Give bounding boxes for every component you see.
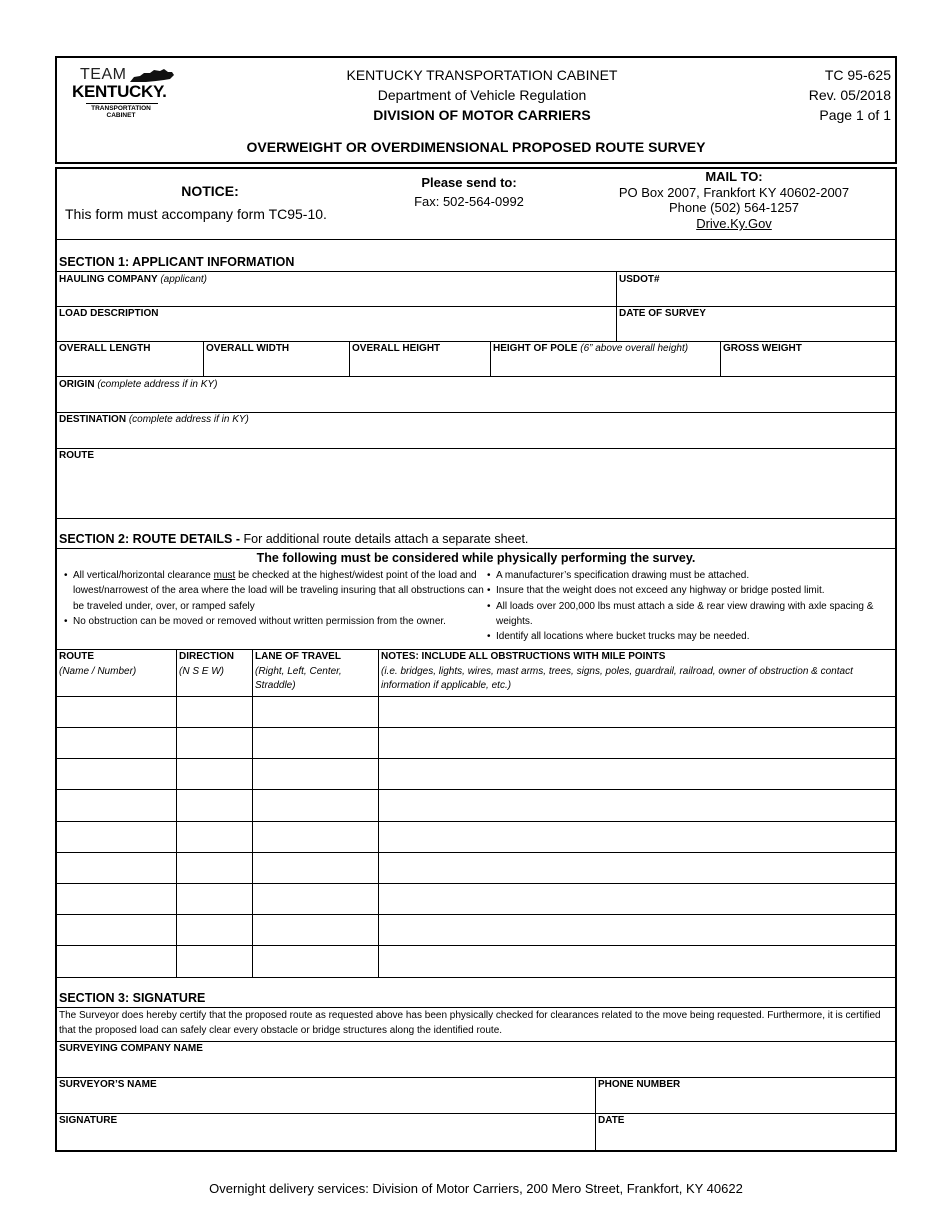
phone-number-field[interactable]	[597, 1092, 894, 1112]
notice-text: This form must accompany form TC95-10.	[65, 206, 327, 222]
agency-name: KENTUCKY TRANSPORTATION CABINET	[346, 67, 618, 83]
date-field[interactable]	[597, 1128, 894, 1149]
fax-number: Fax: 502-564-0992	[414, 194, 524, 209]
logo-sub1: TRANSPORTATION	[91, 105, 151, 112]
destination-field[interactable]	[58, 427, 894, 447]
direction-column-header: DIRECTION (N S E W)	[179, 651, 234, 677]
divider	[57, 1077, 895, 1078]
logo-kentucky-text: KENTUCKY.	[72, 82, 167, 101]
surveying-company-label: SURVEYING COMPANY NAME	[59, 1043, 203, 1054]
table-row[interactable]	[58, 946, 894, 977]
divider	[57, 1041, 895, 1042]
hauling-company-field[interactable]	[58, 286, 614, 305]
section2-title-note: For additional route details attach a separate sheet.	[240, 532, 529, 546]
consideration-item: • Identify all locations where bucket trucks may be needed.	[487, 629, 887, 644]
height-of-pole-field[interactable]	[492, 356, 719, 375]
usdot-field[interactable]	[618, 286, 894, 305]
notice-heading: NOTICE:	[181, 183, 239, 199]
divider	[57, 376, 895, 377]
website-link-text[interactable]: Drive.Ky.Gov	[696, 216, 772, 231]
logo-underline	[86, 103, 158, 104]
overall-height-field[interactable]	[351, 356, 489, 375]
divider	[57, 412, 895, 413]
gross-weight-label: GROSS WEIGHT	[723, 343, 802, 354]
table-row[interactable]	[58, 853, 894, 883]
send-heading: Please send to:	[421, 175, 517, 190]
form-number: TC 95-625	[824, 67, 891, 83]
origin-label: ORIGIN (complete address if in KY)	[59, 379, 218, 390]
divider	[57, 271, 895, 272]
mail-heading: MAIL TO:	[705, 169, 763, 184]
division-name: DIVISION OF MOTOR CARRIERS	[373, 107, 591, 123]
certification-text: The Surveyor does hereby certify that the proposed route as requested above has been physically checked for clearances related to the move being requested. Furthermore, it is certified that the proposed load can safely clear every obstacle or bridge structures along the identified route.	[59, 1010, 881, 1036]
destination-label: DESTINATION (complete address if in KY)	[59, 414, 249, 425]
phone-number-label: PHONE NUMBER	[598, 1079, 681, 1090]
mail-phone: Phone (502) 564-1257	[668, 200, 800, 215]
overall-width-label: OVERALL WIDTH	[206, 343, 290, 354]
hauling-company-label: HAULING COMPANY (applicant)	[59, 274, 208, 285]
surveyor-name-label: SURVEYOR’S NAME	[59, 1079, 157, 1090]
considerations-left	[64, 568, 484, 629]
consideration-item: • Insure that the weight does not exceed any highway or bridge posted limit.	[487, 583, 887, 598]
route-label: ROUTE	[59, 450, 94, 461]
gross-weight-field[interactable]	[722, 356, 894, 375]
load-description-label: LOAD DESCRIPTION	[59, 308, 159, 319]
divider	[720, 341, 721, 376]
consideration-item: • All loads over 200,000 lbs must attach a side & rear view drawing with axle spacing & weights.	[487, 599, 887, 630]
table-row[interactable]	[58, 790, 894, 821]
notes-column-header: NOTES: INCLUDE ALL OBSTRUCTIONS WITH MILE POINTS (i.e. bridges, lights, wires, mast arms, trees, signs, poles, guardrail, railroad, owner of obstruction & contact information if applicable, etc.)	[381, 651, 853, 691]
page-indicator: Page 1 of 1	[819, 107, 891, 123]
form-revision: Rev. 05/2018	[808, 87, 891, 103]
divider	[57, 306, 895, 307]
height-of-pole-label: HEIGHT OF POLE (6” above overall height)	[493, 343, 689, 354]
consideration-item: • No obstruction can be moved or removed without written permission from the owner.	[64, 614, 484, 629]
divider	[349, 341, 350, 376]
divider	[57, 548, 895, 549]
date-label: DATE	[598, 1115, 625, 1126]
date-of-survey-label: DATE OF SURVEY	[619, 308, 706, 319]
divider	[57, 518, 895, 519]
divider	[57, 1113, 895, 1114]
table-row[interactable]	[58, 697, 894, 727]
divider	[57, 341, 895, 342]
load-description-field[interactable]	[58, 321, 614, 340]
section1-title: SECTION 1: APPLICANT INFORMATION	[59, 255, 295, 269]
divider	[57, 448, 895, 449]
divider	[57, 977, 895, 978]
surveyor-name-field[interactable]	[58, 1092, 594, 1112]
divider	[490, 341, 491, 376]
consideration-item: • A manufacturer’s specification drawing must be attached.	[487, 568, 887, 583]
divider	[203, 341, 204, 376]
overnight-delivery-note: Overnight delivery services: Division of Motor Carriers, 200 Mero Street, Frankfort, KY 40622	[209, 1181, 743, 1196]
overall-length-field[interactable]	[58, 356, 202, 375]
signature-label: SIGNATURE	[59, 1115, 118, 1126]
mail-address: PO Box 2007, Frankfort KY 40602-2007	[618, 185, 850, 200]
table-row[interactable]	[58, 915, 894, 945]
usdot-label: USDOT#	[619, 274, 660, 285]
route-column-header: ROUTE (Name / Number)	[59, 651, 137, 677]
overall-length-label: OVERALL LENGTH	[59, 343, 151, 354]
logo-sub2: CABINET	[106, 112, 136, 119]
table-row[interactable]	[58, 728, 894, 758]
survey-considerations-heading: The following must be considered while physically performing the survey.	[256, 551, 696, 565]
department-name: Department of Vehicle Regulation	[377, 87, 587, 103]
table-row[interactable]	[58, 822, 894, 852]
lane-column-header: LANE OF TRAVEL (Right, Left, Center, Straddle)	[255, 651, 342, 691]
divider	[57, 239, 895, 240]
form-title: OVERWEIGHT OR OVERDIMENSIONAL PROPOSED ROUTE SURVEY	[246, 139, 706, 155]
route-field[interactable]	[58, 463, 894, 517]
table-row[interactable]	[58, 884, 894, 914]
signature-field[interactable]	[58, 1128, 594, 1149]
logo-team-text: TEAM	[80, 66, 127, 83]
overall-height-label: OVERALL HEIGHT	[352, 343, 441, 354]
consideration-item: • All vertical/horizontal clearance must be checked at the highest/widest point of the load and lowest/narrowest of the area where the load will be traveling insuring that all obstructions can be traveled under, over, or ramped safely	[64, 568, 484, 614]
website-link[interactable]	[584, 216, 884, 231]
considerations-right	[487, 568, 887, 644]
overall-width-field[interactable]	[205, 356, 348, 375]
team-kentucky-logo	[68, 66, 178, 124]
date-of-survey-field[interactable]	[618, 321, 894, 340]
section2-title: SECTION 2: ROUTE DETAILS - For additional route details attach a separate sheet.	[59, 532, 529, 546]
section3-title: SECTION 3: SIGNATURE	[59, 991, 206, 1005]
origin-field[interactable]	[58, 392, 894, 411]
table-row[interactable]	[58, 759, 894, 789]
surveying-company-field[interactable]	[58, 1056, 894, 1076]
